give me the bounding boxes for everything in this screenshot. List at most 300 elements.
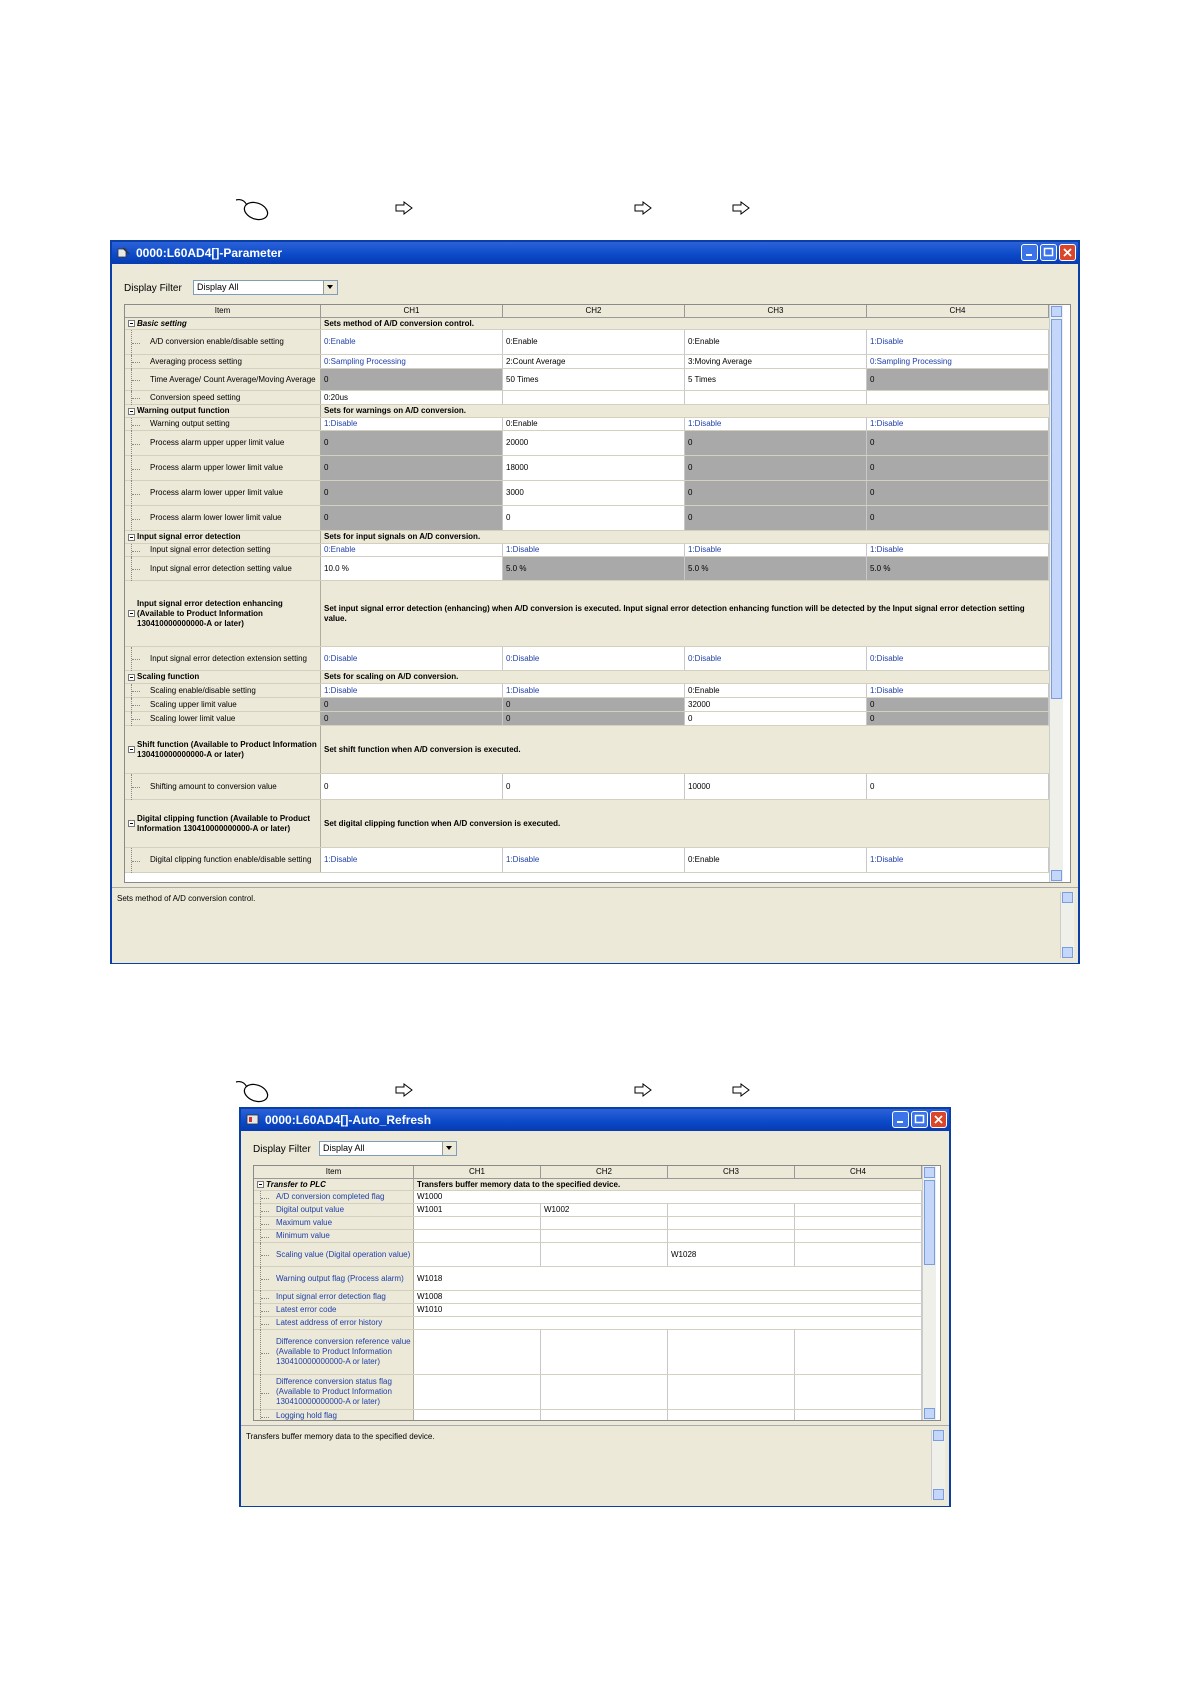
row-item-label[interactable] <box>254 1217 414 1229</box>
row-item-text: Shifting amount to conversion value <box>150 781 277 791</box>
arrow-right-icon <box>732 1083 750 1097</box>
row-item-label[interactable] <box>254 1317 414 1329</box>
header-ch1[interactable]: CH1 <box>414 1166 541 1178</box>
table-row <box>125 506 1049 531</box>
row-item-label[interactable] <box>254 1230 414 1242</box>
section-row <box>125 800 1049 848</box>
parameter-grid <box>124 304 1071 883</box>
value-cell-ch4[interactable] <box>795 1204 922 1216</box>
row-item-text: A/D conversion enable/disable setting <box>150 337 284 346</box>
row-item-label[interactable] <box>125 544 321 556</box>
tree-branch <box>132 380 140 381</box>
value-cell-ch1[interactable]: 1:Disable <box>321 684 503 697</box>
value-cell-ch3[interactable]: 0:Disable <box>685 647 867 670</box>
section-row <box>125 581 1049 647</box>
tree-branch <box>132 519 140 520</box>
collapse-icon[interactable] <box>128 534 135 541</box>
value-cell-merged[interactable]: W1010 <box>414 1304 922 1316</box>
row-item-text: Input signal error detection flag <box>276 1292 386 1301</box>
row-item-label[interactable] <box>125 506 321 530</box>
display-filter-label: Display Filter <box>124 283 182 294</box>
tree-branch <box>132 343 140 344</box>
row-item-text: Digital output value <box>276 1205 345 1214</box>
row-item-label[interactable] <box>125 647 321 670</box>
scroll-up-button[interactable] <box>1062 892 1073 903</box>
value-cell-ch1[interactable]: 0:20us <box>321 391 503 404</box>
app-icon <box>246 1113 259 1126</box>
chevron-down-icon[interactable] <box>323 281 337 294</box>
row-item-text: Scaling function <box>137 672 200 681</box>
row-item-text: Scaling enable/disable setting <box>150 685 256 695</box>
header-ch3[interactable]: CH3 <box>685 305 867 317</box>
value-cell-ch2[interactable]: W1002 <box>541 1204 668 1216</box>
value-cell-ch1[interactable]: 0:Enable <box>321 330 503 354</box>
value-cell-merged[interactable]: W1008 <box>414 1291 922 1303</box>
value-cell-ch1[interactable] <box>414 1230 541 1242</box>
value-cell-ch3[interactable] <box>668 1217 795 1229</box>
value-cell-ch3[interactable]: 0 <box>685 481 867 505</box>
value-cell-ch2[interactable] <box>541 1217 668 1229</box>
value-cell-ch4[interactable]: 0:Sampling Processing <box>867 355 1049 368</box>
row-item-text: Process alarm upper upper limit value <box>150 438 285 447</box>
row-item-label[interactable] <box>125 369 321 390</box>
description-pane <box>112 887 1078 963</box>
tree-branch <box>261 1211 269 1212</box>
row-item-label[interactable] <box>125 431 321 455</box>
row-item-label[interactable] <box>125 712 321 725</box>
tree-branch <box>261 1324 269 1325</box>
row-item-text: Scaling value (Digital operation value) <box>276 1249 411 1259</box>
row-item-label[interactable] <box>125 355 321 368</box>
value-cell-ch1[interactable]: 10.0 % <box>321 557 503 580</box>
display-filter-value: Display All <box>197 282 239 292</box>
row-item-label[interactable] <box>125 405 321 417</box>
scroll-thumb[interactable] <box>1051 319 1062 699</box>
value-cell-ch4[interactable] <box>867 391 1049 404</box>
row-item-label[interactable] <box>254 1179 414 1190</box>
row-item-label[interactable] <box>254 1330 414 1374</box>
row-item-text: Digital clipping function (Available to Product Information 130410000000000-A or later) <box>137 813 311 833</box>
scroll-down-button[interactable] <box>1062 947 1073 958</box>
value-cell-ch3[interactable]: 0 <box>685 431 867 455</box>
row-item-label[interactable] <box>254 1410 414 1421</box>
table-row <box>125 431 1049 456</box>
chevron-down-icon[interactable] <box>442 1142 456 1155</box>
collapse-icon[interactable] <box>128 408 135 415</box>
value-cell-merged[interactable]: W1000 <box>414 1191 922 1203</box>
section-description: Set shift function when A/D conversion is executed. <box>321 726 1049 773</box>
row-item-text: Conversion speed setting <box>150 392 241 402</box>
value-cell-ch2[interactable]: 0:Disable <box>503 647 685 670</box>
parameter-window-titlebar[interactable] <box>112 242 1078 264</box>
table-row <box>125 557 1049 581</box>
table-row <box>125 418 1049 431</box>
value-cell-ch4[interactable] <box>795 1217 922 1229</box>
row-item-text: Warning output setting <box>150 419 230 428</box>
value-cell-ch1[interactable] <box>414 1375 541 1409</box>
value-cell-ch2[interactable] <box>541 1375 668 1409</box>
section-row <box>254 1179 922 1191</box>
collapse-icon[interactable] <box>257 1181 264 1188</box>
description-scrollbar[interactable] <box>1060 892 1074 958</box>
value-cell-ch1[interactable]: 0:Enable <box>321 544 503 556</box>
value-cell-ch4[interactable]: 0 <box>867 456 1049 480</box>
row-item-text: Process alarm upper lower limit value <box>150 463 283 472</box>
value-cell-ch2[interactable]: 2:Count Average <box>503 355 685 368</box>
display-filter <box>124 280 424 296</box>
header-ch2[interactable]: CH2 <box>541 1166 668 1178</box>
tree-branch <box>261 1279 269 1280</box>
row-item-label[interactable] <box>254 1375 414 1409</box>
tree-branch <box>132 787 140 788</box>
section-description: Sets for input signals on A/D conversion. <box>321 531 1049 543</box>
table-row <box>254 1243 922 1267</box>
value-cell-ch2[interactable]: 0:Enable <box>503 330 685 354</box>
collapse-icon[interactable] <box>128 746 135 753</box>
minimize-button[interactable] <box>892 1111 909 1128</box>
value-cell-ch1[interactable]: 0 <box>321 506 503 530</box>
minimize-icon <box>1024 247 1035 258</box>
value-cell-ch1[interactable] <box>414 1410 541 1421</box>
value-cell-ch3[interactable]: 0 <box>685 456 867 480</box>
row-item-label[interactable] <box>254 1267 414 1290</box>
instruction-row-2 <box>233 1078 793 1104</box>
value-cell-ch3[interactable]: 32000 <box>685 698 867 711</box>
arrow-right-icon <box>634 1083 652 1097</box>
section-description: Set input signal error detection (enhancing) when A/D conversion is executed. Input signal error detection enhancing function will be detected by the Input signal error detection setting value. <box>321 581 1049 646</box>
value-cell-ch4[interactable]: 0 <box>867 698 1049 711</box>
tree-branch <box>132 551 140 552</box>
close-button[interactable] <box>930 1111 947 1128</box>
row-item-label[interactable] <box>125 774 321 799</box>
value-cell-ch1[interactable]: 0:Disable <box>321 647 503 670</box>
row-item-text: Process alarm lower upper limit value <box>150 488 283 497</box>
value-cell-ch3[interactable]: 5 Times <box>685 369 867 390</box>
value-cell-ch1[interactable]: 0 <box>321 369 503 390</box>
value-cell-ch4[interactable] <box>795 1243 922 1266</box>
row-item-label[interactable] <box>125 726 321 773</box>
table-row <box>125 330 1049 355</box>
value-cell-ch3[interactable] <box>668 1204 795 1216</box>
value-cell-ch1[interactable]: 0 <box>321 456 503 480</box>
value-cell-ch4[interactable] <box>795 1230 922 1242</box>
row-item-label[interactable] <box>125 391 321 404</box>
value-cell-ch4[interactable]: 1:Disable <box>867 848 1049 872</box>
value-cell-ch3[interactable]: 1:Disable <box>685 418 867 430</box>
auto-refresh-window-titlebar[interactable] <box>241 1109 949 1131</box>
row-item-label[interactable] <box>254 1204 414 1216</box>
value-cell-ch1[interactable] <box>414 1330 541 1374</box>
window-title: 0000:L60AD4[]-Auto_Refresh <box>265 1113 432 1127</box>
row-item-label[interactable] <box>254 1243 414 1266</box>
value-cell-ch3[interactable]: 10000 <box>685 774 867 799</box>
header-ch3[interactable]: CH3 <box>668 1166 795 1178</box>
tree-branch <box>132 362 140 363</box>
grid-header <box>125 305 1049 318</box>
row-item-label[interactable] <box>125 848 321 872</box>
grid-scrollbar[interactable] <box>1049 305 1063 882</box>
value-cell-ch3[interactable] <box>685 391 867 404</box>
tree-branch <box>132 659 140 660</box>
value-cell-ch2[interactable] <box>541 1243 668 1266</box>
section-description: Transfers buffer memory data to the specified device. <box>414 1179 922 1190</box>
value-cell-ch3[interactable]: 3:Moving Average <box>685 355 867 368</box>
table-row <box>125 544 1049 557</box>
value-cell-ch4[interactable]: 0 <box>867 369 1049 390</box>
table-row <box>125 698 1049 712</box>
value-cell-ch4[interactable]: 0 <box>867 431 1049 455</box>
scroll-down-button[interactable] <box>933 1489 944 1500</box>
arrow-right-icon <box>732 201 750 215</box>
tree-branch <box>261 1353 269 1354</box>
value-cell-ch2[interactable] <box>541 1230 668 1242</box>
auto-refresh-window <box>239 1107 951 1507</box>
mouse-icon <box>233 1078 271 1104</box>
value-cell-ch3[interactable] <box>668 1230 795 1242</box>
row-item-text: Shift function (Available to Product Information 130410000000000-A or later) <box>137 739 317 759</box>
row-item-label[interactable] <box>254 1304 414 1316</box>
collapse-icon[interactable] <box>128 320 135 327</box>
app-icon <box>117 246 130 259</box>
value-cell-ch3[interactable] <box>668 1330 795 1374</box>
value-cell-ch4[interactable]: 5.0 % <box>867 557 1049 580</box>
value-cell-ch3[interactable]: 0:Enable <box>685 684 867 697</box>
value-cell-ch2[interactable]: 3000 <box>503 481 685 505</box>
value-cell-ch4[interactable]: 0:Disable <box>867 647 1049 670</box>
row-item-label[interactable] <box>125 698 321 711</box>
value-cell-ch1[interactable]: 1:Disable <box>321 418 503 430</box>
value-cell-ch1[interactable] <box>414 1243 541 1266</box>
row-item-text: Time Average/ Count Average/Moving Average <box>150 374 316 384</box>
row-item-text: Difference conversion status flag (Available to Product Information 130410000000000-A or later) <box>276 1377 392 1406</box>
scroll-up-button[interactable] <box>1051 306 1062 317</box>
value-cell-ch3[interactable]: 5.0 % <box>685 557 867 580</box>
row-item-text: Digital clipping function enable/disable setting <box>150 855 312 864</box>
table-row <box>125 684 1049 698</box>
value-cell-ch3[interactable] <box>668 1410 795 1421</box>
value-cell-ch3[interactable] <box>668 1375 795 1409</box>
tree-line <box>260 1410 261 1421</box>
value-cell-ch2[interactable]: 1:Disable <box>503 848 685 872</box>
value-cell-ch2[interactable] <box>503 391 685 404</box>
scroll-up-button[interactable] <box>924 1167 935 1178</box>
row-item-label[interactable] <box>125 684 321 697</box>
value-cell-ch2[interactable]: 0 <box>503 698 685 711</box>
value-cell-ch4[interactable]: 0 <box>867 712 1049 725</box>
row-item-label[interactable] <box>125 456 321 480</box>
row-item-text: Averaging process setting <box>150 356 242 366</box>
scroll-thumb[interactable] <box>924 1180 935 1265</box>
value-cell-ch2[interactable]: 1:Disable <box>503 544 685 556</box>
display-filter-value: Display All <box>323 1143 365 1153</box>
value-cell-ch3[interactable]: 1:Disable <box>685 544 867 556</box>
row-item-text: Scaling upper limit value <box>150 699 237 709</box>
description-text: Transfers buffer memory data to the specified device. <box>246 1432 435 1441</box>
auto-refresh-grid <box>253 1165 941 1421</box>
grid-scrollbar[interactable] <box>922 1166 936 1420</box>
value-cell-ch4[interactable]: 0 <box>867 774 1049 799</box>
value-cell-ch2[interactable]: 18000 <box>503 456 685 480</box>
row-item-text: Difference conversion reference value (Available to Product Information 130410000000000-A or later) <box>276 1337 411 1366</box>
table-row <box>125 774 1049 800</box>
value-cell-ch2[interactable]: 0 <box>503 506 685 530</box>
value-cell-ch1[interactable]: 0 <box>321 698 503 711</box>
value-cell-ch1[interactable]: 0 <box>321 774 503 799</box>
row-item-label[interactable] <box>125 800 321 847</box>
value-cell-ch1[interactable] <box>414 1217 541 1229</box>
row-item-text: Scaling lower limit value <box>150 713 236 723</box>
description-pane <box>241 1425 949 1506</box>
value-cell-ch1[interactable]: 0 <box>321 481 503 505</box>
row-item-label[interactable] <box>125 531 321 543</box>
row-item-label[interactable] <box>125 318 321 329</box>
table-row <box>254 1204 922 1217</box>
header-ch2[interactable]: CH2 <box>503 305 685 317</box>
row-item-text: Input signal error detection setting <box>150 545 271 554</box>
row-item-label[interactable] <box>125 481 321 505</box>
value-cell-ch2[interactable]: 20000 <box>503 431 685 455</box>
close-button[interactable] <box>1059 244 1076 261</box>
display-filter-label: Display Filter <box>253 1144 311 1155</box>
value-cell-ch1[interactable]: W1001 <box>414 1204 541 1216</box>
value-cell-ch3[interactable]: W1028 <box>668 1243 795 1266</box>
value-cell-ch4[interactable] <box>795 1330 922 1374</box>
value-cell-ch2[interactable]: 0 <box>503 712 685 725</box>
table-row <box>254 1291 922 1304</box>
value-cell-ch1[interactable]: 0 <box>321 712 503 725</box>
section-description: Sets for warnings on A/D conversion. <box>321 405 1049 417</box>
row-item-text: Logging hold flag <box>276 1411 337 1420</box>
row-item-label[interactable] <box>125 671 321 683</box>
section-description: Set digital clipping function when A/D conversion is executed. <box>321 800 1049 847</box>
scroll-down-button[interactable] <box>924 1408 935 1419</box>
tree-branch <box>261 1311 269 1312</box>
tree-branch <box>132 569 140 570</box>
table-row <box>254 1375 922 1410</box>
value-cell-ch3[interactable]: 0 <box>685 506 867 530</box>
header-item[interactable]: Item <box>254 1166 414 1178</box>
table-row <box>254 1410 922 1421</box>
tree-branch <box>261 1224 269 1225</box>
value-cell-ch2[interactable]: 5.0 % <box>503 557 685 580</box>
tree-branch <box>132 469 140 470</box>
collapse-icon[interactable] <box>128 610 135 617</box>
value-cell-ch3[interactable]: 0 <box>685 712 867 725</box>
maximize-button[interactable] <box>911 1111 928 1128</box>
display-filter-select[interactable] <box>193 280 338 295</box>
display-filter-select[interactable] <box>319 1141 457 1156</box>
value-cell-ch4[interactable]: 1:Disable <box>867 684 1049 697</box>
minimize-button[interactable] <box>1021 244 1038 261</box>
row-item-label[interactable] <box>254 1191 414 1203</box>
table-row <box>125 391 1049 405</box>
value-cell-ch3[interactable]: 0:Enable <box>685 330 867 354</box>
arrow-right-icon <box>634 201 652 215</box>
value-cell-ch2[interactable]: 50 Times <box>503 369 685 390</box>
row-item-text: Input signal error detection setting value <box>150 563 292 573</box>
table-row <box>254 1191 922 1204</box>
value-cell-ch4[interactable]: 0 <box>867 506 1049 530</box>
value-cell-ch1[interactable]: 1:Disable <box>321 848 503 872</box>
table-row <box>125 848 1049 873</box>
arrow-right-icon <box>395 1083 413 1097</box>
value-cell-ch1[interactable]: 0 <box>321 431 503 455</box>
value-cell-ch3[interactable]: 0:Enable <box>685 848 867 872</box>
row-item-text: Maximum value <box>276 1218 333 1227</box>
value-cell-ch4[interactable]: 0 <box>867 481 1049 505</box>
row-item-text: Input signal error detection extension setting <box>150 653 307 663</box>
section-row <box>125 531 1049 544</box>
tree-branch <box>132 494 140 495</box>
value-cell-ch2[interactable]: 1:Disable <box>503 684 685 697</box>
tree-branch <box>261 1298 269 1299</box>
tree-branch <box>132 705 140 706</box>
value-cell-ch4[interactable]: 1:Disable <box>867 544 1049 556</box>
tree-branch <box>132 425 140 426</box>
scroll-up-button[interactable] <box>933 1430 944 1441</box>
header-ch4[interactable]: CH4 <box>795 1166 922 1178</box>
instruction-row-1 <box>233 196 793 222</box>
header-ch1[interactable]: CH1 <box>321 305 503 317</box>
scroll-down-button[interactable] <box>1051 870 1062 881</box>
section-row <box>125 318 1049 330</box>
header-item[interactable]: Item <box>125 305 321 317</box>
tree-branch <box>261 1255 269 1256</box>
value-cell-merged[interactable] <box>414 1317 922 1329</box>
maximize-button[interactable] <box>1040 244 1057 261</box>
row-item-label[interactable] <box>254 1291 414 1303</box>
header-ch4[interactable]: CH4 <box>867 305 1049 317</box>
tree-branch <box>132 719 140 720</box>
row-item-label[interactable] <box>125 330 321 354</box>
value-cell-ch4[interactable] <box>795 1375 922 1409</box>
table-row <box>254 1304 922 1317</box>
table-row <box>125 647 1049 671</box>
row-item-label[interactable] <box>125 557 321 580</box>
tree-branch <box>132 861 140 862</box>
section-description: Sets for scaling on A/D conversion. <box>321 671 1049 683</box>
description-scrollbar[interactable] <box>931 1430 945 1500</box>
collapse-icon[interactable] <box>128 820 135 827</box>
row-item-text: Process alarm lower lower limit value <box>150 513 282 522</box>
value-cell-ch2[interactable] <box>541 1330 668 1374</box>
value-cell-ch2[interactable]: 0:Enable <box>503 418 685 430</box>
section-row <box>125 405 1049 418</box>
table-row <box>254 1217 922 1230</box>
section-description: Sets method of A/D conversion control. <box>321 318 1049 329</box>
tree-branch <box>261 1393 269 1394</box>
row-item-text: Minimum value <box>276 1231 330 1240</box>
row-item-text: A/D conversion completed flag <box>276 1192 385 1201</box>
table-row <box>125 481 1049 506</box>
table-row <box>125 369 1049 391</box>
close-icon <box>933 1114 944 1125</box>
value-cell-ch4[interactable]: 1:Disable <box>867 330 1049 354</box>
collapse-icon[interactable] <box>128 674 135 681</box>
section-row <box>125 671 1049 684</box>
value-cell-ch1[interactable]: 0:Sampling Processing <box>321 355 503 368</box>
value-cell-merged[interactable]: W1018 <box>414 1267 922 1290</box>
mouse-icon <box>233 196 271 222</box>
row-item-label[interactable] <box>125 418 321 430</box>
row-item-label[interactable] <box>125 581 321 646</box>
tree-branch <box>132 444 140 445</box>
value-cell-ch4[interactable]: 1:Disable <box>867 418 1049 430</box>
value-cell-ch2[interactable]: 0 <box>503 774 685 799</box>
row-item-text: Basic setting <box>137 318 187 328</box>
value-cell-ch2[interactable] <box>541 1410 668 1421</box>
value-cell-ch4[interactable] <box>795 1410 922 1421</box>
